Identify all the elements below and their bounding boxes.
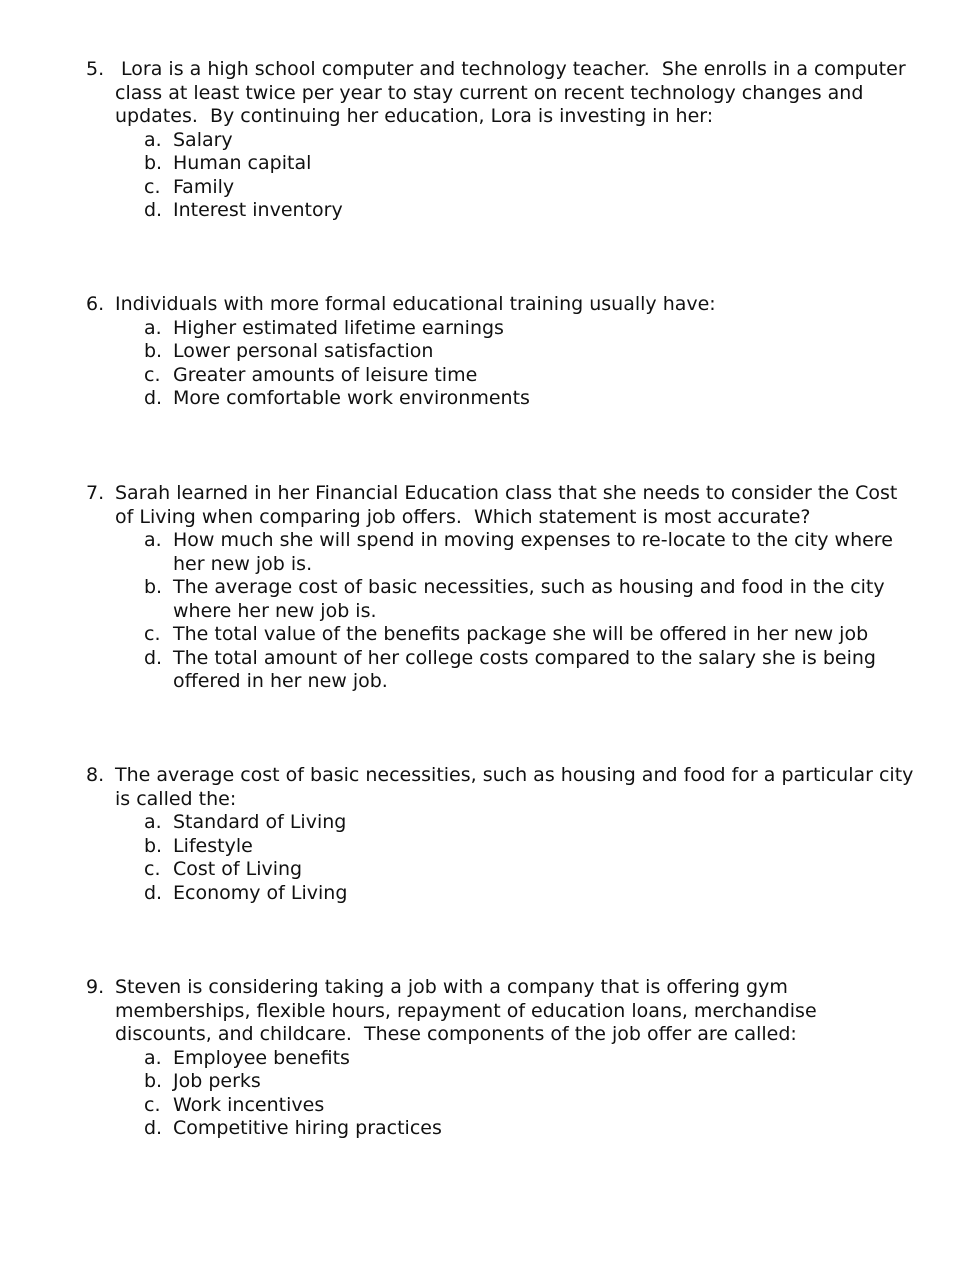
- option-letter: d.: [144, 881, 163, 904]
- answer-option-b: [144, 1070, 916, 1094]
- question-9: [86, 976, 916, 1141]
- answer-option-d: [144, 1117, 916, 1141]
- option-letter: d.: [144, 1117, 163, 1139]
- option-text: The total amount of her college costs compared to the salary she is being offered in her new job.: [173, 646, 876, 692]
- question-number: 8.: [86, 764, 105, 786]
- option-text: Human capital: [173, 152, 312, 174]
- option-text: Lifestyle: [173, 834, 253, 857]
- option-text: Job perks: [173, 1070, 261, 1092]
- option-text: Salary: [173, 128, 233, 151]
- option-text: Greater amounts of leisure time: [173, 363, 478, 386]
- option-text: The total value of the benefits package she will be offered in her new job: [173, 623, 869, 645]
- answer-option-b: [144, 576, 916, 623]
- option-text: Cost of Living: [173, 858, 303, 880]
- option-text: Family: [173, 175, 235, 198]
- answer-option-c: [144, 623, 916, 647]
- answer-option-c: [144, 176, 916, 200]
- answer-option-b: [144, 152, 916, 176]
- option-letter: c.: [144, 1093, 161, 1116]
- question-text: Steven is considering taking a job with a company that is offering gym memberships, flexible hours, repayment of education loans, merchandise discounts, and childcare. These components of the job offer are called:: [115, 976, 823, 1045]
- answer-options: [144, 317, 916, 411]
- option-letter: a.: [144, 316, 162, 339]
- option-text: More comfortable work environments: [173, 387, 530, 409]
- question-stem: [86, 293, 916, 317]
- option-text: Lower personal satisfaction: [173, 340, 434, 362]
- answer-options: [144, 811, 916, 905]
- question-number: 7.: [86, 482, 105, 504]
- option-text: Competitive hiring practices: [173, 1117, 442, 1139]
- option-letter: d.: [144, 646, 163, 669]
- option-letter: a.: [144, 529, 162, 551]
- option-letter: d.: [144, 199, 163, 221]
- option-letter: b.: [144, 1070, 163, 1092]
- answer-option-d: [144, 199, 916, 223]
- question-stem: [86, 482, 916, 529]
- option-text: Higher estimated lifetime earnings: [173, 316, 504, 339]
- option-letter: a.: [144, 128, 162, 151]
- option-text: Work incentives: [173, 1093, 325, 1116]
- option-text: Economy of Living: [173, 881, 348, 904]
- option-text: Standard of Living: [173, 811, 347, 833]
- answer-option-c: [144, 1094, 916, 1118]
- option-text: How much she will spend in moving expenses to re-locate to the city where her new job is.: [173, 529, 893, 575]
- answer-option-b: [144, 835, 916, 859]
- option-text: Interest inventory: [173, 199, 343, 221]
- question-stem: [86, 764, 920, 811]
- answer-options: [144, 129, 916, 223]
- question-text: The average cost of basic necessities, such as housing and food for a particular city is called the:: [115, 764, 920, 810]
- question-7: [86, 482, 916, 694]
- option-letter: d.: [144, 387, 163, 409]
- answer-option-a: [144, 1047, 916, 1071]
- option-letter: a.: [144, 1046, 162, 1069]
- question-number: 9.: [86, 976, 105, 998]
- question-5: [86, 58, 916, 223]
- question-stem: [86, 58, 916, 129]
- answer-option-a: [144, 529, 916, 576]
- option-letter: a.: [144, 811, 162, 833]
- question-text: Individuals with more formal educational training usually have:: [115, 293, 716, 315]
- answer-option-d: [144, 882, 916, 906]
- question-6: [86, 293, 916, 411]
- question-number: 5.: [86, 58, 105, 80]
- question-number: 6.: [86, 293, 105, 315]
- answer-option-d: [144, 387, 916, 411]
- answer-option-a: [144, 317, 916, 341]
- answer-option-b: [144, 340, 916, 364]
- answer-option-d: [144, 647, 916, 694]
- option-text: Employee benefits: [173, 1046, 350, 1069]
- option-letter: b.: [144, 340, 163, 362]
- question-text: Lora is a high school computer and technology teacher. She enrolls in a computer class at least twice per year to stay current on recent technology changes and updates. By continuing her education, Lora is investing in her:: [115, 58, 912, 127]
- answer-option-a: [144, 811, 916, 835]
- option-text: The average cost of basic necessities, such as housing and food in the city where her new job is.: [173, 576, 885, 622]
- question-text: Sarah learned in her Financial Education class that she needs to consider the Cost of Living when comparing job offers. Which statement is most accurate?: [115, 482, 904, 528]
- option-letter: b.: [144, 834, 163, 857]
- answer-options: [144, 1047, 916, 1141]
- option-letter: b.: [144, 576, 163, 598]
- question-8: [86, 764, 920, 905]
- answer-options: [144, 529, 916, 694]
- answer-option-c: [144, 364, 916, 388]
- option-letter: b.: [144, 152, 163, 174]
- option-letter: c.: [144, 363, 161, 386]
- option-letter: c.: [144, 623, 161, 645]
- answer-option-a: [144, 129, 916, 153]
- option-letter: c.: [144, 175, 161, 198]
- answer-option-c: [144, 858, 916, 882]
- question-stem: [86, 976, 916, 1047]
- option-letter: c.: [144, 858, 161, 880]
